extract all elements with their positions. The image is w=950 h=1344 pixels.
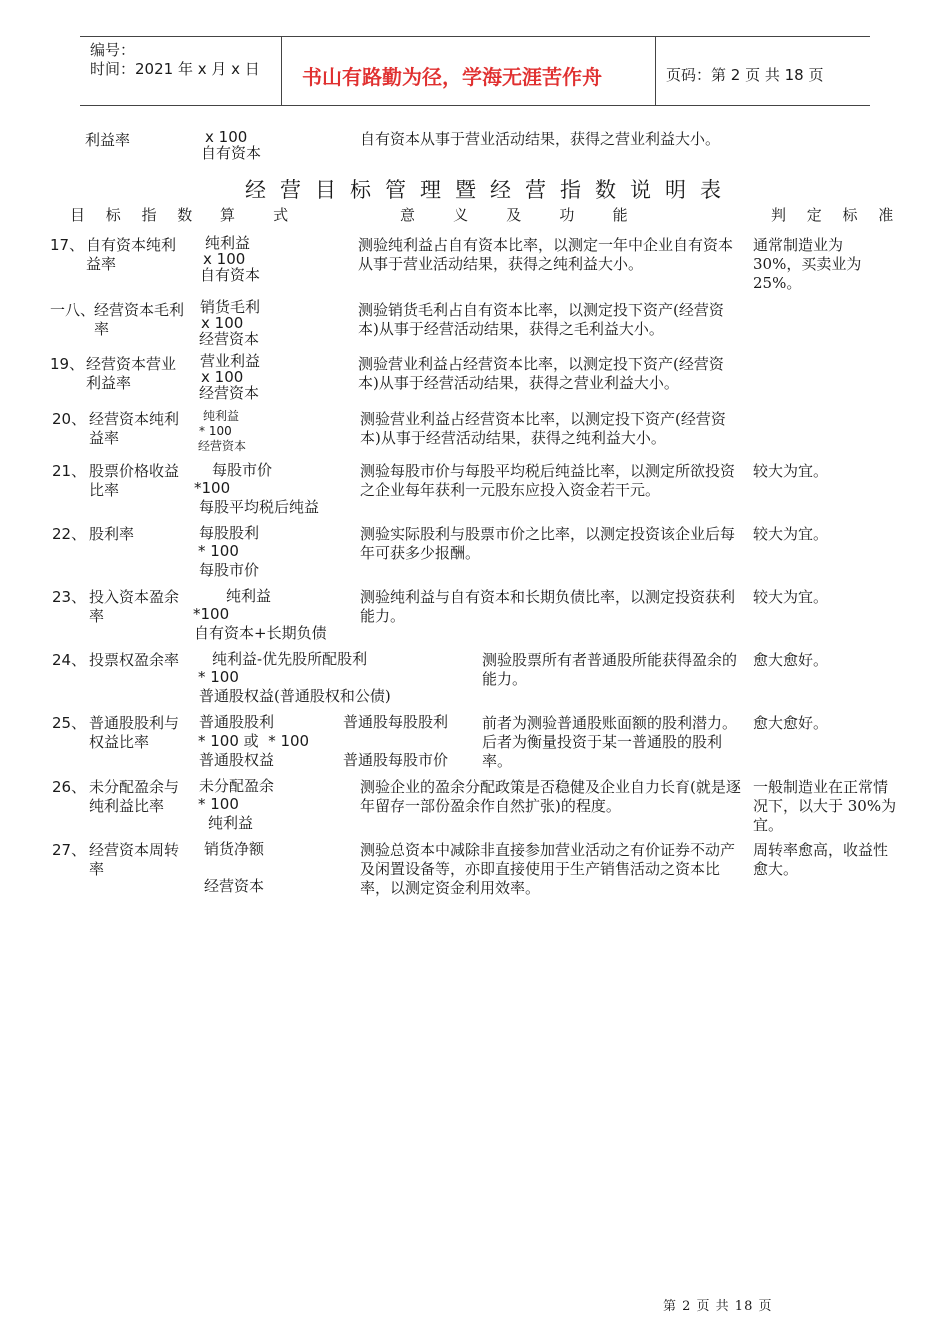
row-name: 投票权盈余率	[89, 651, 180, 669]
row-name: 经营资本毛利率	[94, 301, 185, 338]
formula-multiplier: *100	[194, 479, 231, 497]
formula-denominator: 经营资本	[199, 330, 260, 348]
formula-numerator: 普通股股利	[199, 713, 275, 731]
row-number: 20、	[52, 410, 87, 428]
formula-denominator: 经营资本	[204, 877, 265, 895]
column-header-standard: 判 定 标 准	[771, 206, 902, 224]
row-name: 普通股股利与权益比率	[89, 714, 180, 751]
row-standard: 愈大愈好。	[753, 714, 829, 732]
formula-numerator: 每股股利	[199, 524, 260, 542]
row-name: 股利率	[89, 525, 135, 543]
formula-multiplier: * 100	[198, 542, 239, 560]
formula-numerator-alt: 普通股每股股利	[343, 713, 449, 731]
formula-numerator: 纯利益	[203, 409, 240, 423]
formula-multiplier: * 100	[198, 795, 239, 813]
carry-over-formula-denominator: 自有资本	[201, 144, 262, 162]
column-header-meaning: 意 义 及 功 能	[400, 206, 628, 224]
carry-over-name: 利益率	[85, 131, 131, 149]
formula-numerator: 纯利益	[226, 587, 272, 605]
header-meta	[90, 41, 260, 79]
row-number: 一八、	[50, 301, 96, 319]
formula-multiplier: * 100 或 * 100	[198, 732, 310, 750]
row-number: 26、	[52, 778, 87, 796]
formula-numerator: 纯利益-优先股所配股利	[212, 650, 368, 668]
row-standard: 愈大愈好。	[753, 651, 829, 669]
code-label: 编号：	[90, 41, 136, 59]
row-name: 自有资本纯利益率	[86, 236, 177, 273]
row-meaning: 测验纯利益与自有资本和长期负债比率，以测定投资获利能力。	[360, 588, 736, 625]
formula-denominator: 普通股权益	[199, 751, 275, 769]
row-meaning: 测验营业利益占经营资本比率，以测定投下资产(经营资本)从事于经营活动结果，获得之营业利益大小。	[358, 355, 724, 392]
row-meaning: 测验每股市价与每股平均税后纯益比率，以测定所欲投资之企业每年获利一元股东应投入资金若干元。	[360, 462, 736, 499]
row-number: 27、	[52, 841, 87, 859]
page-footer: 第 2 页 共 18 页	[663, 1299, 773, 1314]
formula-multiplier: *100	[193, 605, 230, 623]
row-number: 24、	[52, 651, 87, 669]
row-meaning: 测验股票所有者普通股所能获得盈余的能力。	[482, 651, 738, 688]
column-header-formula: 算 式	[220, 206, 289, 224]
row-meaning: 测验实际股利与股票市价之比率，以测定投资该企业后每年可获多少报酬。	[360, 525, 736, 562]
row-name: 投入资本盈余率	[89, 588, 180, 625]
formula-denominator: 普通股权益(普通股权和公债)	[199, 687, 391, 705]
carry-over-meaning: 自有资本从事于营业活动结果，获得之营业利益大小。	[360, 130, 721, 148]
row-number: 21、	[52, 462, 87, 480]
row-meaning: 测验纯利益占自有资本比率，以测定一年中企业自有资本从事于营业活动结果，获得之纯利益大小。	[358, 236, 734, 273]
row-number: 22、	[52, 525, 87, 543]
formula-denominator: 经营资本	[199, 384, 260, 402]
row-meaning: 测验总资本中减除非直接参加营业活动之有价证券不动产及闲置设备等，亦即直接使用于生产销售活动之资本比率，以测定资金利用效率。	[360, 841, 736, 897]
formula-numerator: 销货毛利	[200, 298, 261, 316]
row-standard: 通常制造业为30%，买卖业为25%。	[753, 236, 862, 292]
formula-numerator: 每股市价	[212, 461, 273, 479]
page-header	[80, 36, 870, 106]
formula-multiplier: * 100	[199, 424, 232, 438]
formula-multiplier: x 100	[201, 314, 244, 332]
carry-over-formula-multiplier: x 100	[205, 128, 248, 146]
formula-numerator: 未分配盈余	[199, 777, 275, 795]
row-number: 19、	[50, 355, 85, 373]
row-name: 经营资本纯利益率	[89, 410, 180, 447]
formula-numerator: 销货净额	[204, 840, 265, 858]
row-standard: 较大为宜。	[753, 462, 829, 480]
header-divider	[281, 37, 282, 105]
header-divider	[655, 37, 656, 105]
row-standard: 较大为宜。	[753, 588, 829, 606]
formula-denominator: 每股平均税后纯益	[199, 498, 320, 516]
page-info: 页码：第 2 页 共 18 页	[666, 66, 824, 84]
formula-numerator: 纯利益	[205, 234, 251, 252]
row-name: 未分配盈余与纯利益比率	[89, 778, 180, 815]
formula-numerator: 营业利益	[200, 352, 261, 370]
row-meaning: 前者为测验普通股账面额的股利潜力。后者为衡量投资于某一普通股的股利率。	[482, 714, 738, 770]
row-meaning: 测验营业利益占经营资本比率，以测定投下资产(经营资本)从事于经营活动结果，获得之纯利益大小。	[360, 410, 726, 447]
row-number: 25、	[52, 714, 87, 732]
formula-denominator: 每股市价	[199, 561, 260, 579]
row-number: 17、	[50, 236, 85, 254]
row-standard: 较大为宜。	[753, 525, 829, 543]
page-title: 经营目标管理暨经营指数说明表	[245, 178, 735, 202]
row-standard: 一般制造业在正常情况下，以大于 30%为宜。	[753, 778, 897, 834]
formula-multiplier: x 100	[201, 368, 244, 386]
motto: 书山有路勤为径，学海无涯苦作舟	[302, 65, 602, 89]
row-name: 经营资本营业利益率	[86, 355, 177, 392]
time-label: 时间：2021 年 x 月 x 日	[90, 60, 260, 78]
formula-multiplier: x 100	[203, 250, 246, 268]
row-meaning: 测验企业的盈余分配政策是否稳健及企业自力长育(就是逐年留存一部份盈余作自然扩张)的程度。	[360, 778, 741, 815]
formula-denominator: 自有资本+长期负债	[194, 624, 327, 642]
row-name: 股票价格收益比率	[89, 462, 180, 499]
row-number: 23、	[52, 588, 87, 606]
row-name: 经营资本周转率	[89, 841, 180, 878]
formula-denominator-alt: 普通股每股市价	[343, 751, 449, 769]
formula-multiplier: * 100	[198, 668, 239, 686]
column-header-indicator: 目 标 指 数	[70, 206, 201, 224]
formula-denominator: 经营资本	[198, 439, 247, 453]
row-standard: 周转率愈高，收益性愈大。	[753, 841, 889, 878]
formula-denominator: 自有资本	[200, 266, 261, 284]
row-meaning: 测验销货毛利占自有资本比率，以测定投下资产(经营资本)从事于经营活动结果，获得之毛利益大小。	[358, 301, 724, 338]
formula-denominator: 纯利益	[208, 814, 254, 832]
